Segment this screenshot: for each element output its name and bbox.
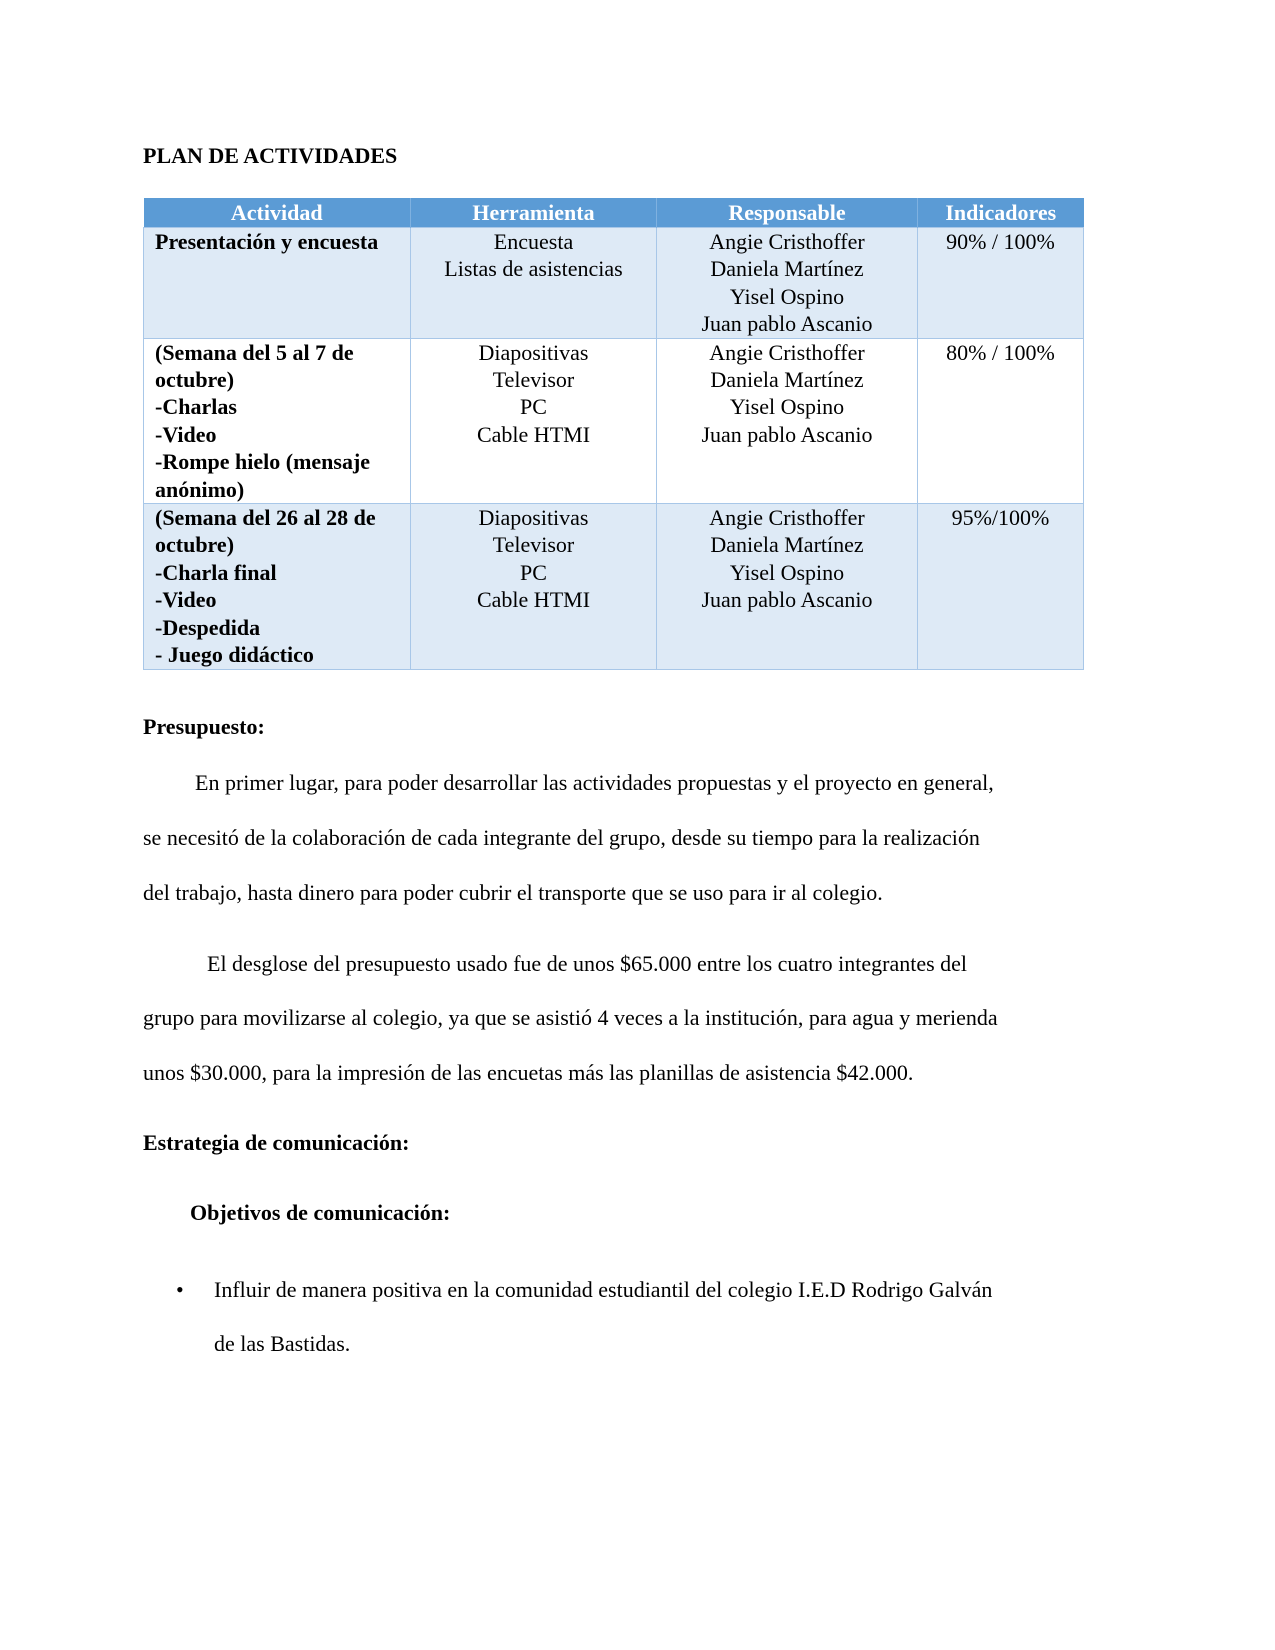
- bullet-text-line: Influir de manera positiva en la comunidad estudiantil del colegio I.E.D Rodrigo Galván: [214, 1277, 993, 1302]
- cell-line: 80% / 100%: [946, 339, 1055, 365]
- paragraph-line: grupo para movilizarse al colegio, ya que se asistió 4 veces a la institución, para agua y merienda: [143, 1005, 998, 1030]
- paragraph-line: unos $30.000, para la impresión de las encuetas más las planillas de asistencia $42.000.: [143, 1060, 914, 1085]
- cell-line: -Despedida: [155, 614, 261, 640]
- header-responsable: Responsable: [657, 198, 918, 228]
- presupuesto-heading: Presupuesto:: [143, 714, 265, 739]
- cell-line: Juan pablo Ascanio: [701, 587, 873, 613]
- objetivos-heading: Objetivos de comunicación:: [190, 1200, 451, 1225]
- cell-line: Yisel Ospino: [729, 394, 845, 420]
- header-indicadores: Indicadores: [918, 198, 1084, 228]
- cell-herramienta: [411, 228, 657, 339]
- cell-line: PC: [520, 559, 547, 585]
- cell-herramienta: [411, 504, 657, 669]
- header-herramienta: Herramienta: [411, 198, 657, 228]
- cell-responsable: [657, 228, 918, 339]
- cell-responsable: [657, 504, 918, 669]
- cell-line: PC: [520, 394, 547, 420]
- cell-line: Angie Cristhoffer: [709, 339, 865, 365]
- cell-line: Cable HTMI: [476, 587, 591, 613]
- header-actividad: Actividad: [144, 198, 411, 228]
- paragraph-line: del trabajo, hasta dinero para poder cubrir el transporte que se uso para ir al colegio.: [143, 880, 883, 905]
- table-row: [144, 228, 1084, 339]
- cell-line: Televisor: [492, 532, 575, 558]
- cell-line: Yisel Ospino: [729, 559, 845, 585]
- bullet-text-line: de las Bastidas.: [214, 1331, 351, 1356]
- cell-line: -Video: [155, 587, 217, 613]
- table-row: [144, 338, 1084, 503]
- section-title: PLAN DE ACTIVIDADES: [143, 143, 398, 168]
- paragraph-line: se necesitó de la colaboración de cada integrante del grupo, desde su tiempo para la realización: [143, 825, 980, 850]
- activities-table: [143, 198, 1084, 670]
- table-row: [144, 504, 1084, 669]
- cell-line: (Semana del 26 al 28 de: [155, 505, 376, 531]
- cell-line: Yisel Ospino: [729, 283, 845, 309]
- cell-line: 90% / 100%: [946, 229, 1055, 254]
- cell-line: Daniela Martínez: [710, 367, 864, 393]
- cell-actividad: [144, 338, 411, 503]
- cell-line: -Video: [155, 421, 217, 447]
- paragraph-line: En primer lugar, para poder desarrollar las actividades propuestas y el proyecto en general,: [195, 770, 994, 795]
- cell-line: Daniela Martínez: [710, 256, 864, 282]
- cell-line: Encuesta: [493, 229, 574, 254]
- cell-line: Diapositivas: [478, 505, 589, 531]
- cell-line: Presentación y encuesta: [155, 229, 379, 254]
- cell-responsable: [657, 338, 918, 503]
- table-header-row: [144, 198, 1084, 228]
- cell-line: -Charlas: [155, 394, 237, 420]
- cell-herramienta: [411, 338, 657, 503]
- cell-line: Angie Cristhoffer: [709, 229, 865, 254]
- cell-line: 95%/100%: [951, 505, 1050, 531]
- cell-line: Cable HTMI: [476, 421, 591, 447]
- cell-actividad: [144, 228, 411, 339]
- cell-line: Juan pablo Ascanio: [701, 311, 873, 337]
- cell-line: octubre): [155, 367, 235, 393]
- bullet-icon: •: [176, 1277, 184, 1302]
- cell-line: Diapositivas: [478, 339, 589, 365]
- cell-line: Daniela Martínez: [710, 532, 864, 558]
- cell-line: anónimo): [155, 476, 245, 502]
- cell-actividad: [144, 504, 411, 669]
- cell-line: Televisor: [492, 367, 575, 393]
- cell-line: -Rompe hielo (mensaje: [155, 449, 371, 475]
- cell-line: Angie Cristhoffer: [709, 505, 865, 531]
- cell-line: -Charla final: [155, 559, 277, 585]
- cell-line: Listas de asistencias: [444, 256, 623, 282]
- cell-line: (Semana del 5 al 7 de: [155, 339, 354, 365]
- cell-line: Juan pablo Ascanio: [701, 421, 873, 447]
- cell-line: - Juego didáctico: [155, 642, 314, 668]
- cell-indicadores: [918, 504, 1084, 669]
- cell-line: octubre): [155, 532, 235, 558]
- estrategia-heading: Estrategia de comunicación:: [143, 1130, 410, 1155]
- cell-indicadores: [918, 338, 1084, 503]
- paragraph-line: El desglose del presupuesto usado fue de unos $65.000 entre los cuatro integrantes del: [207, 951, 968, 976]
- cell-indicadores: [918, 228, 1084, 339]
